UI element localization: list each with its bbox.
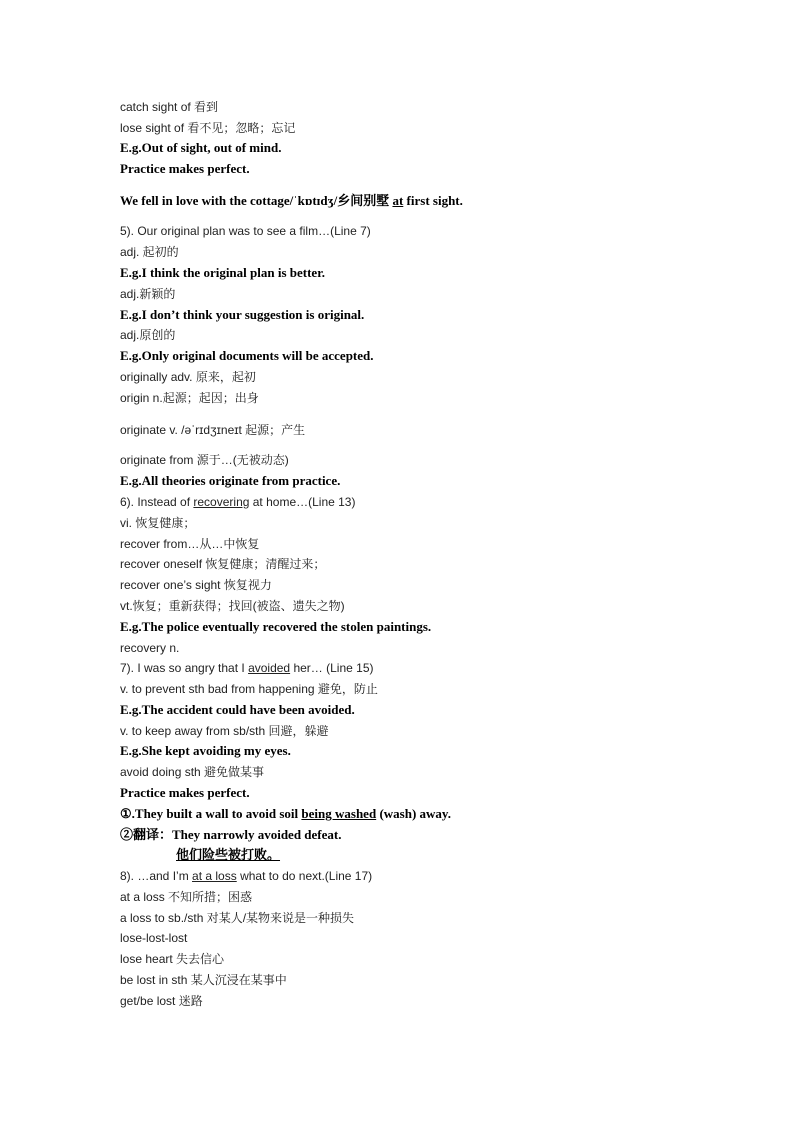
text-line: at a loss 不知所措；困惑 bbox=[120, 890, 253, 904]
text-line: catch sight of 看到 bbox=[120, 100, 219, 114]
text-line: origin n.起源；起因；出身 bbox=[120, 391, 259, 405]
text-segment: ①.They built a wall to avoid soil bbox=[120, 806, 302, 821]
text-line: lose sight of 看不见；忽略；忘记 bbox=[120, 121, 296, 135]
example-line: E.g.Only original documents will be accepted. bbox=[120, 348, 374, 363]
section-heading bbox=[120, 660, 373, 676]
example-line: E.g.The accident could have been avoided. bbox=[120, 702, 355, 717]
text-line: v. to keep away from sb/sth 回避，躲避 bbox=[120, 724, 329, 738]
text-line: originate from 源于…(无被动态) bbox=[120, 453, 289, 467]
section-heading bbox=[120, 494, 355, 510]
text-line: recover one’s sight 恢复视力 bbox=[120, 578, 272, 592]
text-segment: 6). Instead of bbox=[120, 495, 194, 509]
text-line: v. to prevent sth bad from happening 避免，防止 bbox=[120, 682, 378, 696]
section-heading bbox=[120, 868, 372, 884]
text-segment: first sight. bbox=[403, 193, 463, 208]
example-line: E.g.The police eventually recovered the stolen paintings. bbox=[120, 619, 432, 634]
example-line: E.g.I don’t think your suggestion is original. bbox=[120, 307, 365, 322]
text-line: Practice makes perfect. bbox=[120, 161, 250, 176]
text-line: adj. 起初的 bbox=[120, 245, 179, 259]
answer-blank: being washed bbox=[301, 806, 377, 821]
text-line: recover from…从…中恢复 bbox=[120, 537, 260, 551]
keyword: recovering bbox=[193, 495, 250, 509]
example-line: E.g.I think the original plan is better. bbox=[120, 265, 326, 280]
text-segment: her… (Line 15) bbox=[290, 661, 374, 675]
text-line: originate v. /əˈrɪdʒɪneɪt 起源；产生 bbox=[120, 423, 306, 437]
text-line: originally adv. 原来，起初 bbox=[120, 370, 256, 384]
section-heading: 5). Our original plan was to see a film…(Line 7) bbox=[120, 224, 371, 238]
text-line: a loss to sb./sth 对某人/某物来说是一种损失 bbox=[120, 911, 355, 925]
text-line: get/be lost 迷路 bbox=[120, 994, 203, 1008]
example-line: E.g.She kept avoiding my eyes. bbox=[120, 743, 291, 758]
answer-blank: at bbox=[392, 193, 404, 208]
text-segment: We fell in love with the cottage/ˈkɒtɪdʒ/乡间别墅 bbox=[120, 193, 393, 208]
example-line: E.g.All theories originate from practice. bbox=[120, 473, 341, 488]
text-line bbox=[120, 193, 463, 209]
text-line: vt.恢复；重新获得；找回(被盗、遗失之物) bbox=[120, 599, 345, 613]
keyword: avoided bbox=[248, 661, 291, 675]
text-line: recovery n. bbox=[120, 641, 180, 655]
text-line: be lost in sth 某人沉浸在某事中 bbox=[120, 973, 287, 987]
text-segment: at home…(Line 13) bbox=[249, 495, 356, 509]
text-segment: 8). …and I’m bbox=[120, 869, 193, 883]
text-segment: 7). I was so angry that I bbox=[120, 661, 249, 675]
example-line: E.g.Out of sight, out of mind. bbox=[120, 140, 282, 155]
text-line: lose heart 失去信心 bbox=[120, 952, 225, 966]
text-segment: what to do next.(Line 17) bbox=[236, 869, 373, 883]
text-line: lose-lost-lost bbox=[120, 931, 188, 945]
exercise-line bbox=[120, 806, 451, 822]
text-line: Practice makes perfect. bbox=[120, 785, 250, 800]
text-line: avoid doing sth 避免做某事 bbox=[120, 765, 265, 779]
text-line: adj.新颖的 bbox=[120, 287, 176, 301]
exercise-line: ②翻译：They narrowly avoided defeat. bbox=[120, 827, 342, 842]
text-line: recover oneself 恢复健康；清醒过来； bbox=[120, 557, 326, 571]
keyword: at a loss bbox=[192, 869, 237, 883]
text-segment: (wash) away. bbox=[376, 806, 451, 821]
text-line: vi. 恢复健康； bbox=[120, 516, 196, 530]
answer-blank: 他们险些被打败。 bbox=[176, 847, 281, 862]
text-line: adj.原创的 bbox=[120, 328, 176, 342]
